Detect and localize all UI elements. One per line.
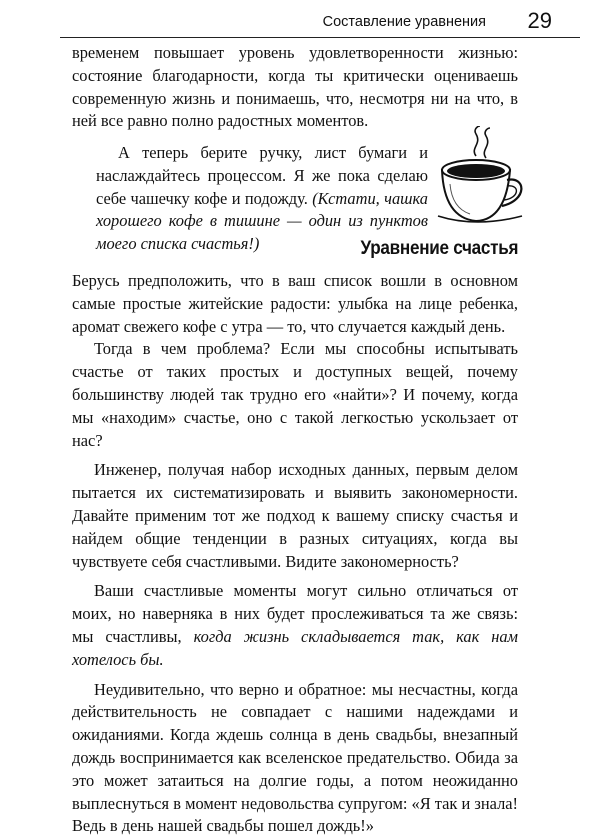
- paragraph: Берусь предположить, что в ваш список вошли в основном самые простые житейские радости: улыбка на лице ребенка, аромат свежего кофе с утра — то, что случается каждый день.: [72, 271, 518, 336]
- section-body: [72, 270, 518, 838]
- page-header: [60, 8, 552, 38]
- paragraph: Инженер, получая набор исходных данных, первым делом пытается их систематизировать и выявить закономерности. Давайте применим тот же подход к вашему списку счастья и найдем общие тенденции в разных ситуациях, когда вы чувствуете себя счастливыми. Видите закономерность?: [72, 460, 518, 571]
- cup-paragraph-text: А теперь берите ручку, лист бумаги и наслаждайтесь процессом. Я же пока сделаю себе чашечку кофе и подожду.: [96, 143, 428, 208]
- page-number: 29: [527, 8, 552, 33]
- running-title: Составление уравнения: [322, 14, 486, 30]
- cup-paragraph-italic: (Кстати, чашка хорошего кофе в тишине — один из пунктов моего списка счастья!): [96, 188, 428, 254]
- paragraph: [72, 580, 518, 671]
- coffee-cup-icon: [436, 126, 528, 226]
- top-text-block: [72, 42, 518, 133]
- header-rule: [60, 37, 580, 38]
- paragraph-italic: когда жизнь складывается так, как нам хотелось бы.: [72, 626, 518, 669]
- paragraph: Неудивительно, что верно и обратное: мы несчастны, когда действительность не совпадает с нашими надеждами и ожиданиями. Когда ждешь солнца в день свадьбы, внезапный дождь воспринимается как вселенское предательство. Обида за это может затаиться на долгие годы, а потом неожиданно выплеснуться в момент недовольства супругом: «Я так и знала! Ведь в день нашей свадьбы пошел дождь!»: [72, 679, 518, 836]
- paragraph: временем повышает уровень удовлетворенности жизнью: состояние благодарности, когда ты критически оцениваешь современную жизнь и понимаешь, что, несмотря ни на что, в ней все равно полно радостных моментов.: [72, 43, 518, 131]
- section-heading: Уравнение счастья: [360, 238, 518, 259]
- paragraph: Тогда в чем проблема? Если мы способны испытывать счастье от таких простых и доступных вещей, почему большинству людей так трудно его «найти»? И почему, когда мы «находим» счастье, оно с такой легкостью ускользает от нас?: [72, 339, 518, 450]
- paragraph-text: Ваши счастливые моменты могут сильно отличаться от моих, но наверняка в них будет прослеживаться та же связь: мы счастливы,: [72, 581, 518, 646]
